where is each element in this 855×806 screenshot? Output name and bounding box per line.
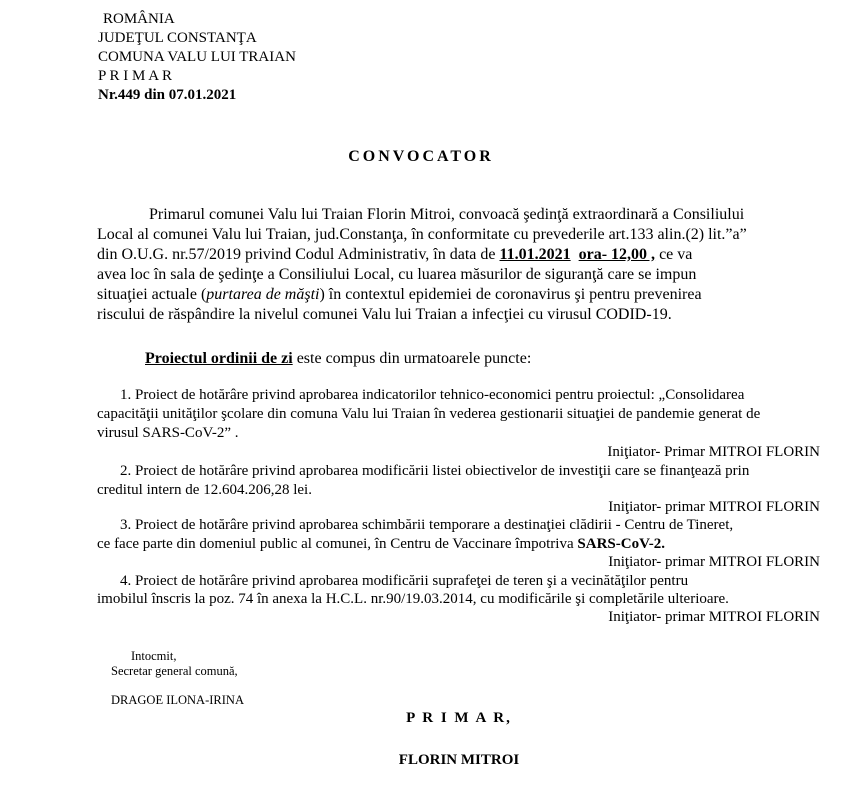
meeting-time: ora- 12,00 , <box>578 246 656 263</box>
signature-title: P R I M A R, <box>406 710 512 726</box>
meeting-date: 11.01.2021 <box>499 246 571 263</box>
secretary-name: DRAGOE ILONA-IRINA <box>111 693 244 707</box>
header-county: JUDEŢUL CONSTANŢA <box>98 30 257 46</box>
intro-line-1: Primarul comunei Valu lui Traian Florin Mitroi, convoacă şedinţă extraordinară a Consiliului <box>149 206 745 223</box>
document-title: CONVOCATOR <box>348 148 494 165</box>
agenda-item-1-initiator: Iniţiator- Primar MITROI FLORIN <box>607 444 820 460</box>
header-country: ROMÂNIA <box>103 11 175 27</box>
agenda-item-4-initiator: Iniţiator- primar MITROI FLORIN <box>608 609 820 625</box>
agenda-item-1-line-3: virusul SARS-CoV-2” . <box>97 425 239 441</box>
header-commune: COMUNA VALU LUI TRAIAN <box>98 49 296 65</box>
intro-line-2: Local al comunei Valu lui Traian, jud.Constanţa, în conformitate cu prevederile art.133 alin.(2) lit.”a” <box>97 226 747 243</box>
header-number: Nr.449 din 07.01.2021 <box>98 87 237 103</box>
intro-line-3: din O.U.G. nr.57/2019 privind Codul Administrativ, în data de 11.01.2021 ora- 12,00 , ce va <box>97 246 693 263</box>
signature-name: FLORIN MITROI <box>398 752 520 768</box>
agenda-item-1-line-2: capacităţii unităţilor şcolare din comuna Valu lui Traian în vederea gestionarii situaţiei de pandemie generat de <box>97 406 761 422</box>
agenda-item-3-initiator: Iniţiator- primar MITROI FLORIN <box>608 554 820 570</box>
agenda-item-2-line-2: creditul intern de 12.604.206,28 lei. <box>97 482 312 498</box>
agenda-item-1-line-1: 1. Proiect de hotărâre privind aprobarea indicatorilor tehnico-economici pentru proiectul: „Consolidarea <box>120 387 745 403</box>
header-office: P R I M A R <box>98 68 173 84</box>
agenda-item-4-line-1: 4. Proiect de hotărâre privind aprobarea modificării suprafeţei de teren şi a vecinătăţilor pentru <box>120 573 689 589</box>
secretary-title: Secretar general comună, <box>111 664 238 678</box>
agenda-heading: Proiectul ordinii de zi este compus din urmatoarele puncte: <box>145 350 532 367</box>
secretary-prepared-by: Intocmit, <box>131 649 177 663</box>
intro-line-4: avea loc în sala de şedinţe a Consiliului Local, cu luarea măsurilor de siguranţă care se impun <box>97 266 697 283</box>
agenda-item-3-line-2: ce face parte din domeniul public al comunei, în Centru de Vaccinare împotriva SARS-CoV-2. <box>97 536 666 552</box>
agenda-item-4-line-2: imobilul înscris la poz. 74 în anexa la H.C.L. nr.90/19.03.2014, cu modificările şi completările ulterioare. <box>97 591 729 607</box>
agenda-item-2-line-1: 2. Proiect de hotărâre privind aprobarea modificării listei obiectivelor de investiţii care se finanţează prin <box>120 463 750 479</box>
intro-line-5: situaţiei actuale (purtarea de măşti) în contextul epidemiei de coronavirus şi pentru prevenirea <box>97 286 702 303</box>
agenda-item-2-initiator: Iniţiator- primar MITROI FLORIN <box>608 499 820 515</box>
intro-line-6: riscului de răspândire la nivelul comunei Valu lui Traian a infecţiei cu virusul CODID-19. <box>97 306 672 323</box>
agenda-item-3-line-1: 3. Proiect de hotărâre privind aprobarea schimbării temporare a destinaţiei clădirii - Centru de Tineret, <box>120 517 734 533</box>
